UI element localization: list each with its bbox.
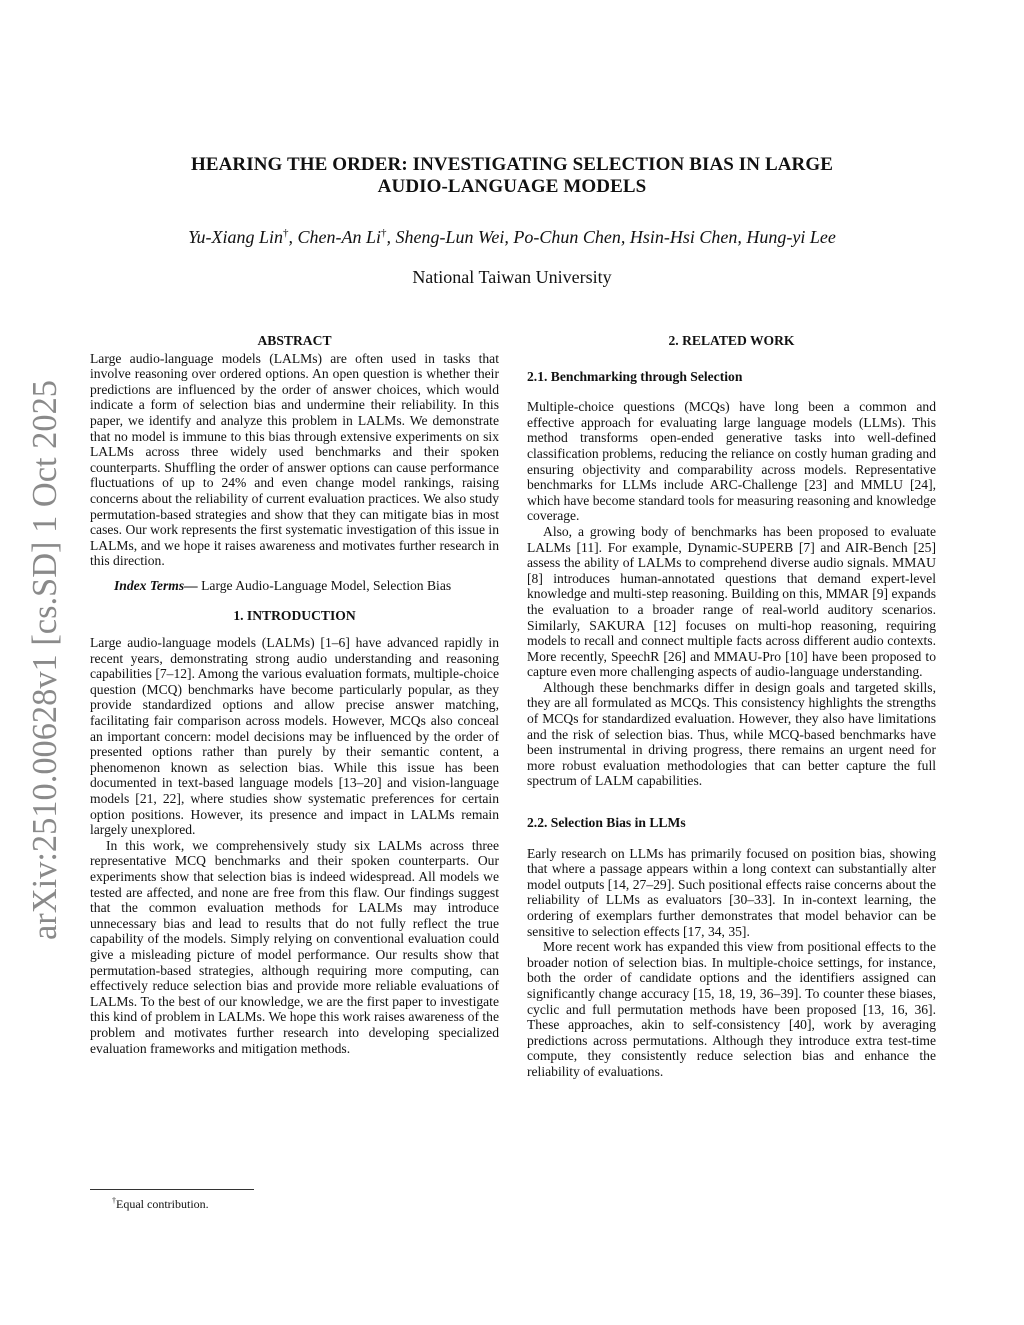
footnote-text: Equal contribution. [116, 1197, 209, 1211]
introduction-heading: 1. INTRODUCTION [233, 607, 356, 623]
left-column [90, 333, 499, 1056]
author-name: Hung-yi Lee [746, 227, 836, 247]
arxiv-identifier-watermark [10, 300, 66, 1000]
index-terms-label: Index Terms— [114, 577, 198, 593]
arxiv-id-text: arXiv:2510.00628v1 [cs.SD] 1 Oct 2025 [25, 370, 64, 940]
title-line-1: HEARING THE ORDER: INVESTIGATING SELECTION BIAS IN LARGE [190, 154, 834, 175]
subsection-heading: 2.2. Selection Bias in LLMs [527, 815, 686, 831]
related-paragraph: Early research on LLMs has primarily focused on position bias, showing that where a passage appears within a long context can substantially alter model outputs [14, 27–29]. Such positional effects raise concerns about the reliability of LLMs as evaluators [30–33]. In in-context learning, the ordering of exemplars further demonstrates that model behavior can be sensitive to selection effects [17, 34, 35]. [527, 845, 936, 939]
footnote [112, 1194, 209, 1211]
index-terms [90, 578, 499, 594]
title-line-2: AUDIO-LANGUAGE MODELS [377, 176, 647, 197]
right-column [527, 333, 936, 1080]
footnote-divider [90, 1189, 254, 1190]
related-paragraph: Although these benchmarks differ in design goals and targeted skills, they are all formulated as MCQs. This consistency highlights the strengths of MCQs for standardized evaluation. However, they also have limitations and the risk of selection bias. Thus, while MCQ-based benchmarks have been instrumental in driving progress, there remains an urgent need for more robust evaluation methodologies that can better capture the full spectrum of LALM capabilities. [527, 679, 936, 789]
author-name: Sheng-Lun Wei [395, 227, 505, 247]
paper-title [120, 154, 904, 198]
abstract-text: Large audio-language models (LALMs) are often used in tasks that involve reasoning over ordered options. An open question is whether their predictions are influenced by the order of answer choices, which would indicate a form of selection bias and undermine their reliability. In this paper, we identify and analyze this problem in LALMs. We demonstrate that no model is immune to this bias through extensive experiments on six LALMs across three widely used benchmarks and their spoken counterparts. Shuffling the order of answer options can cause performance fluctuations of up to 24% and even change model rankings, raising concerns about the reliability of current evaluation practices. We also study permutation-based strategies and show that they can mitigate bias in most cases. Our work represents the first systematic investigation of this issue in LALMs, and we hope it raises awareness and motivates further research in this direction. [90, 350, 499, 569]
subsection-heading: 2.1. Benchmarking through Selection [527, 368, 743, 384]
author-list: Yu-Xiang Lin†, Chen-An Li†, Sheng-Lun Wei, Po-Chun Chen, Hsin-Hsi Chen, Hung-yi Lee [188, 227, 836, 247]
author-name: Hsin-Hsi Chen [629, 227, 738, 247]
index-terms-value: Large Audio-Language Model, Selection Bias [197, 577, 452, 593]
related-paragraph: Multiple-choice questions (MCQs) have long been a common and effective approach for evaluating large language models (LLMs). This method transforms open-ended generative tasks into well-defined classification problems, reducing the reliance on costly human grading and ensuring objectivity and comparability across models. Representative benchmarks for LLMs include ARC-Challenge [23] and MMLU [24], which have become standard tools for measuring reasoning and knowledge coverage. [527, 399, 936, 524]
footnote-mark: † [112, 1196, 116, 1205]
equal-contribution-mark: † [283, 227, 289, 239]
equal-contribution-mark: † [381, 227, 387, 239]
abstract-heading: ABSTRACT [257, 333, 332, 348]
author-name: Chen-An Li [297, 227, 382, 247]
affiliation: National Taiwan University [412, 267, 612, 287]
related-work-heading: 2. RELATED WORK [668, 333, 795, 348]
intro-paragraph: Large audio-language models (LALMs) [1–6] have advanced rapidly in recent years, demonstrating strong audio understanding and reasoning capabilities [7–12]. Among the various evaluation formats, multiple-choice question (MCQ) benchmarks have become particularly popular, as they provide standardized options and allow precise answer matching, facilitating fair comparison across models. However, MCQs also conceal an important concern: model decisions may be influenced by the order of presented options rather than purely by their semantic content, a phenomenon known as selection bias. While this issue has been documented in text-based language models [13–20] and vision-language models [21, 22], where studies show systematic preferences for certain option positions. However, its presence and impact in LALMs remain largely unexplored. [90, 635, 499, 838]
author-name: Yu-Xiang Lin [188, 227, 284, 247]
related-paragraph: More recent work has expanded this view from positional effects to the broader notion of selection bias. In multiple-choice settings, for instance, both the order of candidate options and the identifiers assigned can significantly change accuracy [15, 18, 19, 36–39]. To counter these biases, cyclic and full permutation methods have been proposed [13, 16, 36]. These approaches, akin to self-consistency [40], work by averaging predictions across permutations. Although they introduce extra test-time compute, they consistently reduce selection bias and enhance the reliability of evaluations. [527, 939, 936, 1079]
author-name: Po-Chun Chen [513, 227, 621, 247]
related-paragraph: Also, a growing body of benchmarks has been proposed to evaluate LALMs [11]. For example, Dynamic-SUPERB [7] and AIR-Bench [25] assess the ability of LALMs to comprehend diverse audio signals. MMAU [8] introduces human-annotated questions that demand expert-level knowledge and multi-step reasoning. Building on this, MMAR [9] expands the evaluation to a broader range of real-world auditory scenarios. Similarly, SAKURA [12] focuses on multi-hop reasoning, requiring models to recall and connect multiple facts across different audio contexts. More recently, SpeechR [26] and MMAU-Pro [10] have been proposed to capture even more challenging aspects of audio-language understanding. [527, 523, 936, 680]
intro-paragraph: In this work, we comprehensively study six LALMs across three representative MCQ benchmarks and their spoken counterparts. Our experiments show that selection bias is indeed widespread. All models we tested are affected, and none are free from this flaw. Our findings suggest that the common evaluation methods for LALMs may introduce unnecessary bias and lead to results that do not fully reflect the true capability of the models. Simply relying on conventional evaluation could give a misleading picture of model performance. Our results show that permutation-based strategies, although requiring more computing, can effectively reduce selection bias and provide more reliable evaluations of LALMs. To the best of our knowledge, we are the first paper to investigate this kind of problem in LALMs. We hope this work raises awareness of the problem and motivates further research into developing specialized evaluation frameworks and mitigation methods. [90, 837, 499, 1056]
